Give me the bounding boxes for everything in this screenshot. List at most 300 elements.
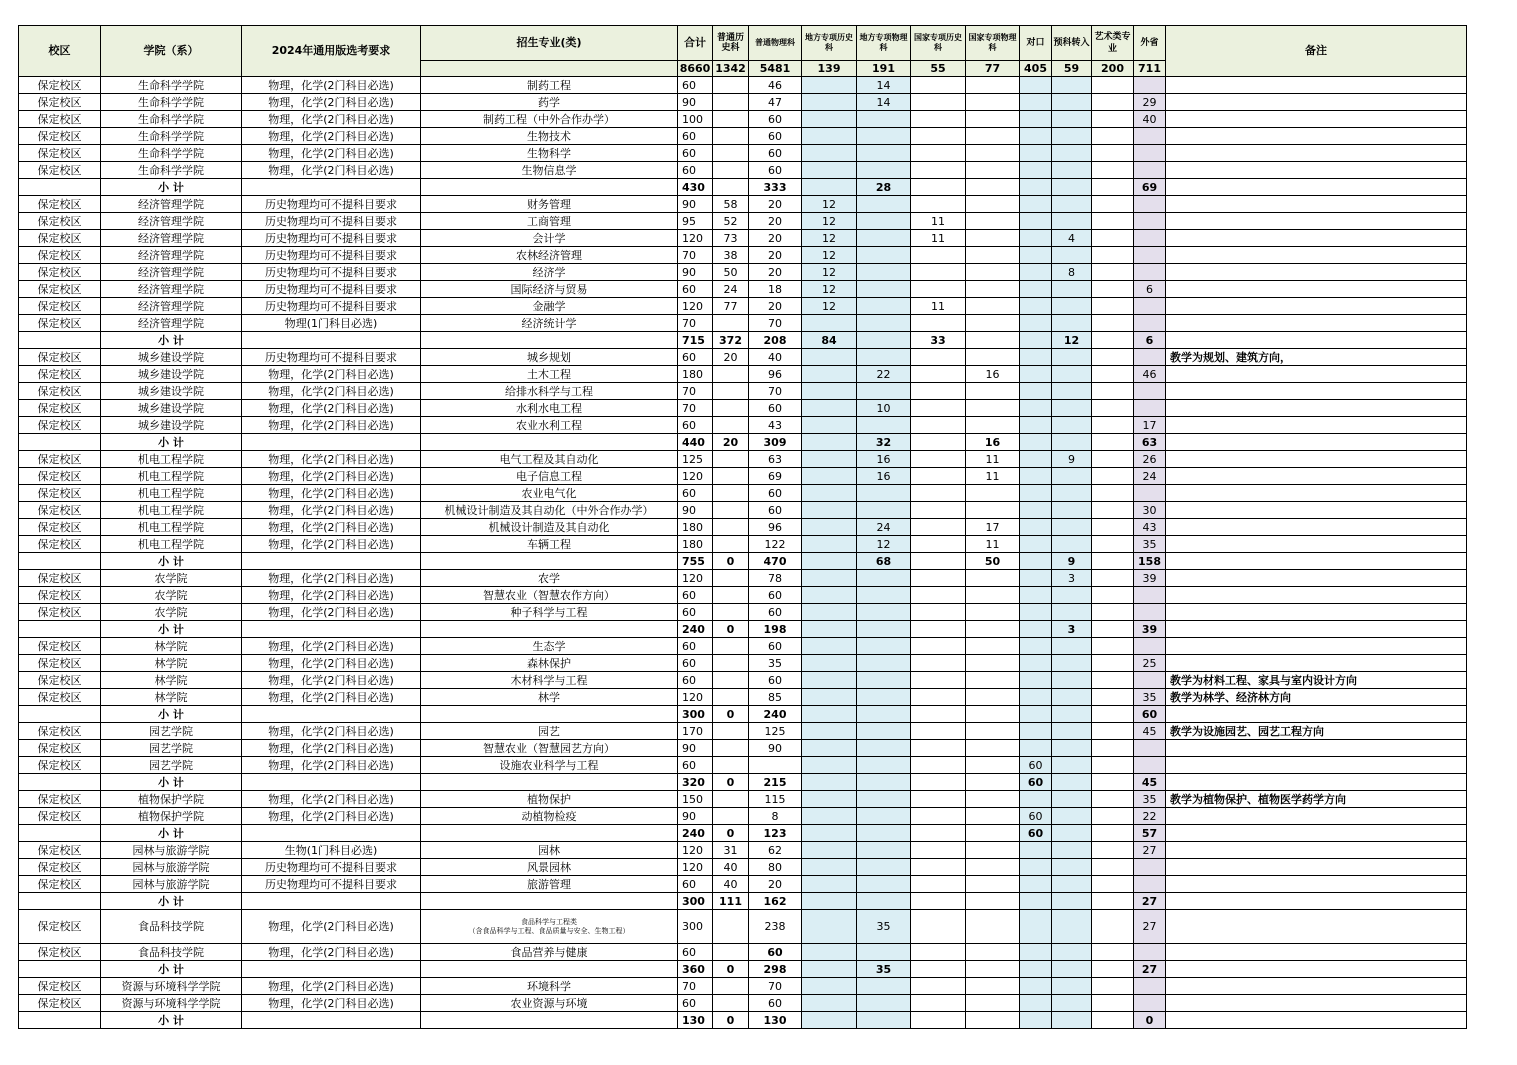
note-cell — [1166, 366, 1467, 383]
total-cell: 300 — [678, 706, 713, 723]
local-phys-cell: 35 — [857, 961, 911, 978]
major-cell — [421, 774, 678, 791]
hist-cell — [713, 366, 749, 383]
nat-hist-cell — [911, 672, 966, 689]
nat-phys-cell — [966, 179, 1020, 196]
note-cell — [1166, 638, 1467, 655]
total-cell: 120 — [678, 689, 713, 706]
requirement-cell — [242, 179, 421, 196]
college-cell: 小 计 — [101, 553, 242, 570]
art-cell — [1092, 145, 1134, 162]
art-cell — [1092, 791, 1134, 808]
art-cell — [1092, 400, 1134, 417]
yuke-cell — [1052, 859, 1092, 876]
duikou-cell — [1020, 451, 1052, 468]
campus-cell: 保定校区 — [19, 94, 101, 111]
college-cell: 资源与环境科学学院 — [101, 978, 242, 995]
duikou-cell — [1020, 196, 1052, 213]
waisheng-cell — [1134, 604, 1166, 621]
local-phys-cell — [857, 264, 911, 281]
table-row — [19, 536, 1467, 553]
subtotal-row — [19, 179, 1467, 196]
hist-cell — [713, 604, 749, 621]
yuke-cell — [1052, 910, 1092, 944]
waisheng-cell: 40 — [1134, 111, 1166, 128]
college-cell: 生命科学学院 — [101, 162, 242, 179]
local-phys-cell — [857, 672, 911, 689]
phys-cell — [749, 757, 802, 774]
waisheng-cell — [1134, 587, 1166, 604]
total-cell: 120 — [678, 842, 713, 859]
total-cell: 715 — [678, 332, 713, 349]
campus-cell: 保定校区 — [19, 995, 101, 1012]
phys-cell: 208 — [749, 332, 802, 349]
local-phys-cell: 16 — [857, 468, 911, 485]
note-cell: 教学为设施园艺、园艺工程方向 — [1166, 723, 1467, 740]
table-row — [19, 77, 1467, 94]
major-cell: 电气工程及其自动化 — [421, 451, 678, 468]
art-cell — [1092, 655, 1134, 672]
note-cell — [1166, 264, 1467, 281]
note-cell — [1166, 740, 1467, 757]
nat-hist-cell — [911, 451, 966, 468]
requirement-cell: 历史物理均可不提科目要求 — [242, 264, 421, 281]
art-cell — [1092, 672, 1134, 689]
note-cell — [1166, 230, 1467, 247]
waisheng-cell — [1134, 196, 1166, 213]
art-cell — [1092, 638, 1134, 655]
nat-phys-cell — [966, 978, 1020, 995]
phys-cell: 47 — [749, 94, 802, 111]
table-row — [19, 383, 1467, 400]
note-cell — [1166, 995, 1467, 1012]
local-phys-cell: 14 — [857, 94, 911, 111]
nat-phys-cell: 16 — [966, 434, 1020, 451]
requirement-cell: 物理，化学(2门科目必选) — [242, 519, 421, 536]
local-phys-cell — [857, 502, 911, 519]
phys-cell: 215 — [749, 774, 802, 791]
yuke-cell: 8 — [1052, 264, 1092, 281]
college-cell: 小 计 — [101, 332, 242, 349]
local-phys-cell — [857, 791, 911, 808]
waisheng-cell: 25 — [1134, 655, 1166, 672]
requirement-cell — [242, 434, 421, 451]
local-hist-cell — [802, 808, 857, 825]
campus-cell: 保定校区 — [19, 247, 101, 264]
local-hist-cell — [802, 655, 857, 672]
table-row — [19, 451, 1467, 468]
totals-nat-hist: 55 — [911, 61, 966, 77]
art-cell — [1092, 1012, 1134, 1029]
note-cell — [1166, 859, 1467, 876]
major-cell: 会计学 — [421, 230, 678, 247]
phys-cell: 69 — [749, 468, 802, 485]
waisheng-cell — [1134, 638, 1166, 655]
waisheng-cell — [1134, 400, 1166, 417]
campus-cell: 保定校区 — [19, 740, 101, 757]
waisheng-cell: 39 — [1134, 621, 1166, 638]
hist-cell — [713, 723, 749, 740]
major-cell: 农业水利工程 — [421, 417, 678, 434]
phys-cell: 60 — [749, 400, 802, 417]
local-hist-cell: 12 — [802, 196, 857, 213]
nat-hist-cell — [911, 1012, 966, 1029]
yuke-cell — [1052, 383, 1092, 400]
yuke-cell — [1052, 485, 1092, 502]
nat-hist-cell — [911, 757, 966, 774]
total-cell: 180 — [678, 366, 713, 383]
local-hist-cell — [802, 179, 857, 196]
major-cell: 森林保护 — [421, 655, 678, 672]
college-cell: 城乡建设学院 — [101, 366, 242, 383]
local-phys-cell — [857, 757, 911, 774]
note-cell — [1166, 434, 1467, 451]
art-cell — [1092, 417, 1134, 434]
local-hist-cell — [802, 502, 857, 519]
major-cell: 工商管理 — [421, 213, 678, 230]
local-phys-cell — [857, 213, 911, 230]
total-cell: 60 — [678, 77, 713, 94]
total-cell: 70 — [678, 383, 713, 400]
art-cell — [1092, 247, 1134, 264]
phys-cell: 333 — [749, 179, 802, 196]
local-hist-cell: 12 — [802, 213, 857, 230]
waisheng-cell: 24 — [1134, 468, 1166, 485]
duikou-cell — [1020, 230, 1052, 247]
college-cell: 园林与旅游学院 — [101, 842, 242, 859]
yuke-cell — [1052, 825, 1092, 842]
major-cell: 电子信息工程 — [421, 468, 678, 485]
phys-cell: 115 — [749, 791, 802, 808]
duikou-cell — [1020, 536, 1052, 553]
campus-cell: 保定校区 — [19, 400, 101, 417]
total-cell: 120 — [678, 298, 713, 315]
total-cell: 150 — [678, 791, 713, 808]
local-phys-cell — [857, 417, 911, 434]
header-duikou: 对口 — [1020, 26, 1052, 61]
table-row — [19, 842, 1467, 859]
local-hist-cell — [802, 893, 857, 910]
waisheng-cell: 45 — [1134, 774, 1166, 791]
yuke-cell: 12 — [1052, 332, 1092, 349]
local-phys-cell — [857, 196, 911, 213]
waisheng-cell — [1134, 978, 1166, 995]
duikou-cell — [1020, 111, 1052, 128]
college-cell: 经济管理学院 — [101, 281, 242, 298]
college-cell: 林学院 — [101, 655, 242, 672]
hist-cell — [713, 944, 749, 961]
yuke-cell — [1052, 111, 1092, 128]
local-hist-cell — [802, 672, 857, 689]
requirement-cell: 物理，化学(2门科目必选) — [242, 791, 421, 808]
college-cell: 小 计 — [101, 706, 242, 723]
yuke-cell — [1052, 706, 1092, 723]
subtotal-row — [19, 961, 1467, 978]
campus-cell: 保定校区 — [19, 281, 101, 298]
nat-hist-cell: 11 — [911, 213, 966, 230]
nat-phys-cell — [966, 264, 1020, 281]
table-row — [19, 995, 1467, 1012]
total-cell: 90 — [678, 196, 713, 213]
waisheng-cell: 26 — [1134, 451, 1166, 468]
local-hist-cell — [802, 876, 857, 893]
college-cell: 生命科学学院 — [101, 111, 242, 128]
local-phys-cell — [857, 587, 911, 604]
major-cell: 金融学 — [421, 298, 678, 315]
nat-phys-cell — [966, 842, 1020, 859]
college-cell: 机电工程学院 — [101, 502, 242, 519]
college-cell: 林学院 — [101, 689, 242, 706]
hist-cell: 0 — [713, 961, 749, 978]
local-hist-cell: 12 — [802, 264, 857, 281]
total-cell: 360 — [678, 961, 713, 978]
nat-phys-cell — [966, 111, 1020, 128]
duikou-cell — [1020, 638, 1052, 655]
nat-hist-cell — [911, 553, 966, 570]
requirement-cell — [242, 825, 421, 842]
hist-cell — [713, 910, 749, 944]
college-cell: 小 计 — [101, 774, 242, 791]
requirement-cell: 物理，化学(2门科目必选) — [242, 485, 421, 502]
local-hist-cell — [802, 468, 857, 485]
hist-cell: 20 — [713, 349, 749, 366]
header-major: 招生专业(类) — [421, 26, 678, 61]
duikou-cell — [1020, 264, 1052, 281]
total-cell: 60 — [678, 638, 713, 655]
table-row — [19, 791, 1467, 808]
yuke-cell: 4 — [1052, 230, 1092, 247]
header-phys: 普通物理科 — [749, 26, 802, 61]
major-cell: 设施农业科学与工程 — [421, 757, 678, 774]
duikou-cell: 60 — [1020, 808, 1052, 825]
requirement-cell: 物理，化学(2门科目必选) — [242, 417, 421, 434]
campus-cell: 保定校区 — [19, 451, 101, 468]
totals-yuke: 59 — [1052, 61, 1092, 77]
hist-cell: 0 — [713, 706, 749, 723]
campus-cell: 保定校区 — [19, 808, 101, 825]
college-cell: 植物保护学院 — [101, 808, 242, 825]
waisheng-cell: 27 — [1134, 893, 1166, 910]
duikou-cell — [1020, 162, 1052, 179]
yuke-cell — [1052, 94, 1092, 111]
yuke-cell — [1052, 315, 1092, 332]
hist-cell — [713, 77, 749, 94]
duikou-cell — [1020, 791, 1052, 808]
major-cell: 智慧农业（智慧农作方向） — [421, 587, 678, 604]
campus-cell: 保定校区 — [19, 672, 101, 689]
campus-cell: 保定校区 — [19, 842, 101, 859]
major-cell — [421, 179, 678, 196]
waisheng-cell — [1134, 162, 1166, 179]
hist-cell — [713, 315, 749, 332]
college-cell: 机电工程学院 — [101, 451, 242, 468]
total-cell: 70 — [678, 315, 713, 332]
hist-cell — [713, 638, 749, 655]
note-cell — [1166, 196, 1467, 213]
local-hist-cell — [802, 553, 857, 570]
local-phys-cell — [857, 689, 911, 706]
table-row — [19, 655, 1467, 672]
nat-hist-cell — [911, 94, 966, 111]
waisheng-cell — [1134, 77, 1166, 94]
duikou-cell — [1020, 179, 1052, 196]
major-cell: 生态学 — [421, 638, 678, 655]
local-hist-cell — [802, 621, 857, 638]
college-cell: 农学院 — [101, 587, 242, 604]
header-nat-hist: 国家专项历史科 — [911, 26, 966, 61]
waisheng-cell: 45 — [1134, 723, 1166, 740]
table-row — [19, 740, 1467, 757]
phys-cell: 62 — [749, 842, 802, 859]
art-cell — [1092, 111, 1134, 128]
nat-phys-cell — [966, 570, 1020, 587]
nat-hist-cell — [911, 383, 966, 400]
note-cell — [1166, 332, 1467, 349]
local-phys-cell — [857, 298, 911, 315]
hist-cell — [713, 536, 749, 553]
waisheng-cell — [1134, 145, 1166, 162]
major-cell: 环境科学 — [421, 978, 678, 995]
duikou-cell — [1020, 77, 1052, 94]
nat-hist-cell — [911, 434, 966, 451]
yuke-cell — [1052, 995, 1092, 1012]
local-phys-cell — [857, 128, 911, 145]
nat-phys-cell — [966, 1012, 1020, 1029]
campus-cell: 保定校区 — [19, 468, 101, 485]
art-cell — [1092, 859, 1134, 876]
table-row — [19, 604, 1467, 621]
nat-phys-cell — [966, 94, 1020, 111]
totals-duikou: 405 — [1020, 61, 1052, 77]
local-phys-cell — [857, 978, 911, 995]
campus-cell: 保定校区 — [19, 587, 101, 604]
nat-phys-cell — [966, 961, 1020, 978]
table-row — [19, 723, 1467, 740]
campus-cell: 保定校区 — [19, 944, 101, 961]
duikou-cell — [1020, 383, 1052, 400]
art-cell — [1092, 995, 1134, 1012]
local-phys-cell — [857, 1012, 911, 1029]
duikou-cell — [1020, 298, 1052, 315]
campus-cell: 保定校区 — [19, 145, 101, 162]
nat-hist-cell — [911, 825, 966, 842]
local-hist-cell — [802, 451, 857, 468]
nat-phys-cell — [966, 791, 1020, 808]
requirement-cell: 物理，化学(2门科目必选) — [242, 570, 421, 587]
nat-phys-cell — [966, 995, 1020, 1012]
nat-phys-cell — [966, 723, 1020, 740]
college-cell: 经济管理学院 — [101, 196, 242, 213]
nat-phys-cell — [966, 587, 1020, 604]
yuke-cell — [1052, 162, 1092, 179]
duikou-cell — [1020, 349, 1052, 366]
nat-phys-cell — [966, 77, 1020, 94]
duikou-cell: 60 — [1020, 825, 1052, 842]
subtotal-row — [19, 706, 1467, 723]
nat-phys-cell: 17 — [966, 519, 1020, 536]
duikou-cell — [1020, 723, 1052, 740]
duikou-cell — [1020, 94, 1052, 111]
local-phys-cell — [857, 247, 911, 264]
art-cell — [1092, 366, 1134, 383]
local-phys-cell — [857, 842, 911, 859]
local-hist-cell — [802, 400, 857, 417]
local-phys-cell — [857, 706, 911, 723]
note-cell — [1166, 417, 1467, 434]
total-cell: 120 — [678, 859, 713, 876]
yuke-cell — [1052, 366, 1092, 383]
art-cell — [1092, 162, 1134, 179]
major-cell: 种子科学与工程 — [421, 604, 678, 621]
local-hist-cell — [802, 366, 857, 383]
waisheng-cell — [1134, 876, 1166, 893]
major-cell: 植物保护 — [421, 791, 678, 808]
college-cell: 生命科学学院 — [101, 94, 242, 111]
header-local-hist: 地方专项历史科 — [802, 26, 857, 61]
local-hist-cell — [802, 519, 857, 536]
yuke-cell — [1052, 247, 1092, 264]
note-cell — [1166, 213, 1467, 230]
waisheng-cell — [1134, 995, 1166, 1012]
phys-cell: 80 — [749, 859, 802, 876]
duikou-cell: 60 — [1020, 757, 1052, 774]
nat-hist-cell — [911, 978, 966, 995]
art-cell — [1092, 604, 1134, 621]
yuke-cell — [1052, 587, 1092, 604]
hist-cell — [713, 179, 749, 196]
major-cell: 风景园林 — [421, 859, 678, 876]
total-cell: 430 — [678, 179, 713, 196]
college-cell: 小 计 — [101, 825, 242, 842]
phys-cell: 63 — [749, 451, 802, 468]
art-cell — [1092, 434, 1134, 451]
note-cell — [1166, 944, 1467, 961]
yuke-cell — [1052, 417, 1092, 434]
nat-hist-cell — [911, 536, 966, 553]
table-row — [19, 196, 1467, 213]
yuke-cell — [1052, 434, 1092, 451]
local-phys-cell — [857, 723, 911, 740]
duikou-cell — [1020, 621, 1052, 638]
phys-cell: 130 — [749, 1012, 802, 1029]
hist-cell — [713, 468, 749, 485]
nat-hist-cell — [911, 706, 966, 723]
nat-hist-cell — [911, 485, 966, 502]
requirement-cell: 物理，化学(2门科目必选) — [242, 468, 421, 485]
nat-phys-cell — [966, 213, 1020, 230]
phys-cell: 60 — [749, 128, 802, 145]
note-cell — [1166, 536, 1467, 553]
note-cell — [1166, 315, 1467, 332]
hist-cell — [713, 655, 749, 672]
nat-phys-cell — [966, 893, 1020, 910]
local-hist-cell — [802, 1012, 857, 1029]
major-cell: 农业资源与环境 — [421, 995, 678, 1012]
art-cell — [1092, 757, 1134, 774]
phys-cell: 60 — [749, 638, 802, 655]
table-row — [19, 672, 1467, 689]
major-cell: 农学 — [421, 570, 678, 587]
local-hist-cell — [802, 757, 857, 774]
total-cell: 60 — [678, 757, 713, 774]
waisheng-cell: 60 — [1134, 706, 1166, 723]
art-cell — [1092, 893, 1134, 910]
local-hist-cell: 12 — [802, 281, 857, 298]
art-cell — [1092, 808, 1134, 825]
campus-cell: 保定校区 — [19, 757, 101, 774]
college-cell: 小 计 — [101, 893, 242, 910]
waisheng-cell: 43 — [1134, 519, 1166, 536]
